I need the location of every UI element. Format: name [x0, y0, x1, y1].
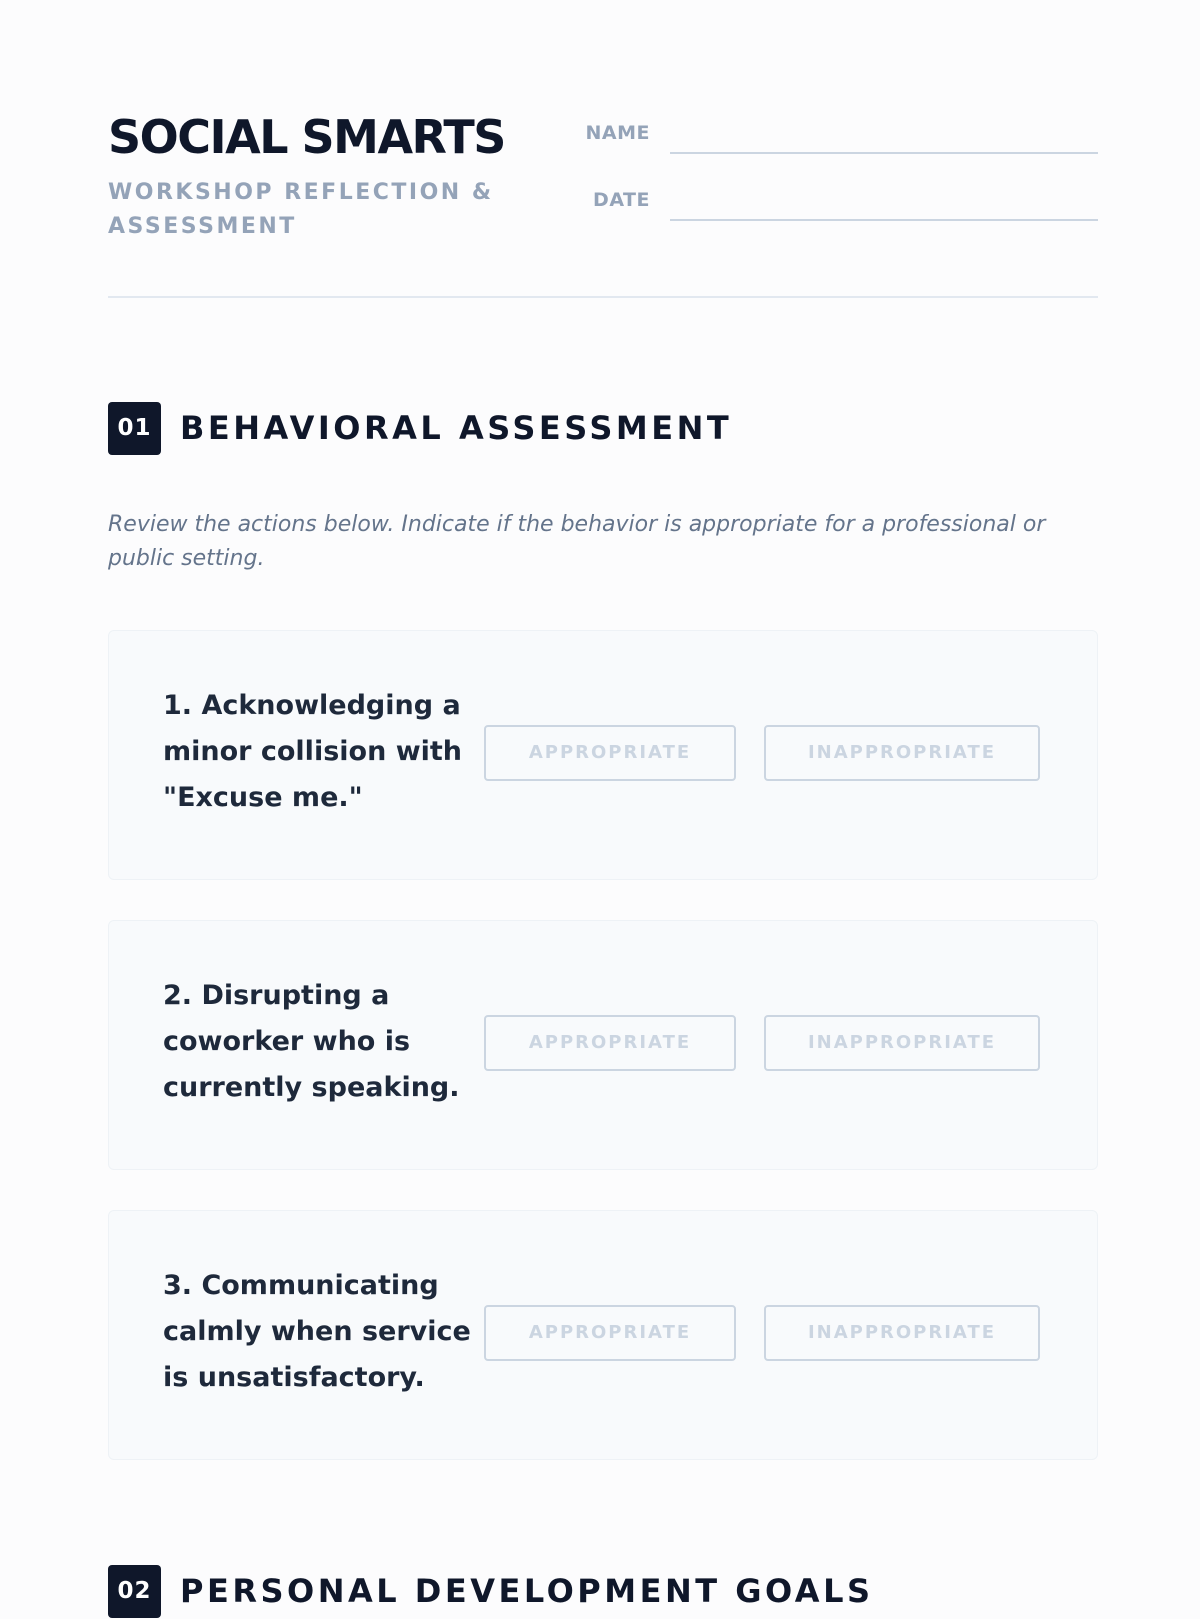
question-text: 2. Disrupting a coworker who is currently speaking. [163, 980, 460, 1103]
worksheet-header [108, 108, 1098, 298]
worksheet-subtitle: WORKSHOP REFLECTION & ASSESSMENT [108, 180, 494, 239]
section-title: BEHAVIORAL ASSESSMENT [180, 409, 733, 447]
name-label: NAME [585, 122, 650, 144]
section-number-badge: 01 [108, 402, 161, 455]
question-text: 1. Acknowledging a minor collision with "Excuse me." [163, 690, 463, 813]
question-card [108, 630, 1098, 880]
date-field [578, 181, 1098, 221]
section-title: PERSONAL DEVELOPMENT GOALS [180, 1572, 874, 1610]
question-card [108, 1210, 1098, 1460]
date-input-line[interactable] [670, 219, 1098, 221]
section-heading-personal-development-goals [108, 1565, 1098, 1619]
question-card [108, 920, 1098, 1170]
inappropriate-button[interactable]: INAPPROPRIATE [764, 1305, 1040, 1361]
appropriate-button[interactable]: APPROPRIATE [484, 1305, 736, 1361]
section-number-badge: 02 [108, 1565, 161, 1618]
section-instructions: Review the actions below. Indicate if the behavior is appropriate for a professional or public setting. [108, 512, 1046, 571]
name-field [578, 114, 1098, 154]
inappropriate-button[interactable]: INAPPROPRIATE [764, 725, 1040, 781]
name-input-line[interactable] [670, 152, 1098, 154]
question-text: 3. Communicating calmly when service is unsatisfactory. [163, 1270, 471, 1393]
appropriate-button[interactable]: APPROPRIATE [484, 725, 736, 781]
appropriate-button[interactable]: APPROPRIATE [484, 1015, 736, 1071]
section-heading-behavioral-assessment [108, 402, 1098, 456]
date-label: DATE [593, 189, 650, 211]
worksheet-title: SOCIAL SMARTS [108, 110, 505, 164]
inappropriate-button[interactable]: INAPPROPRIATE [764, 1015, 1040, 1071]
